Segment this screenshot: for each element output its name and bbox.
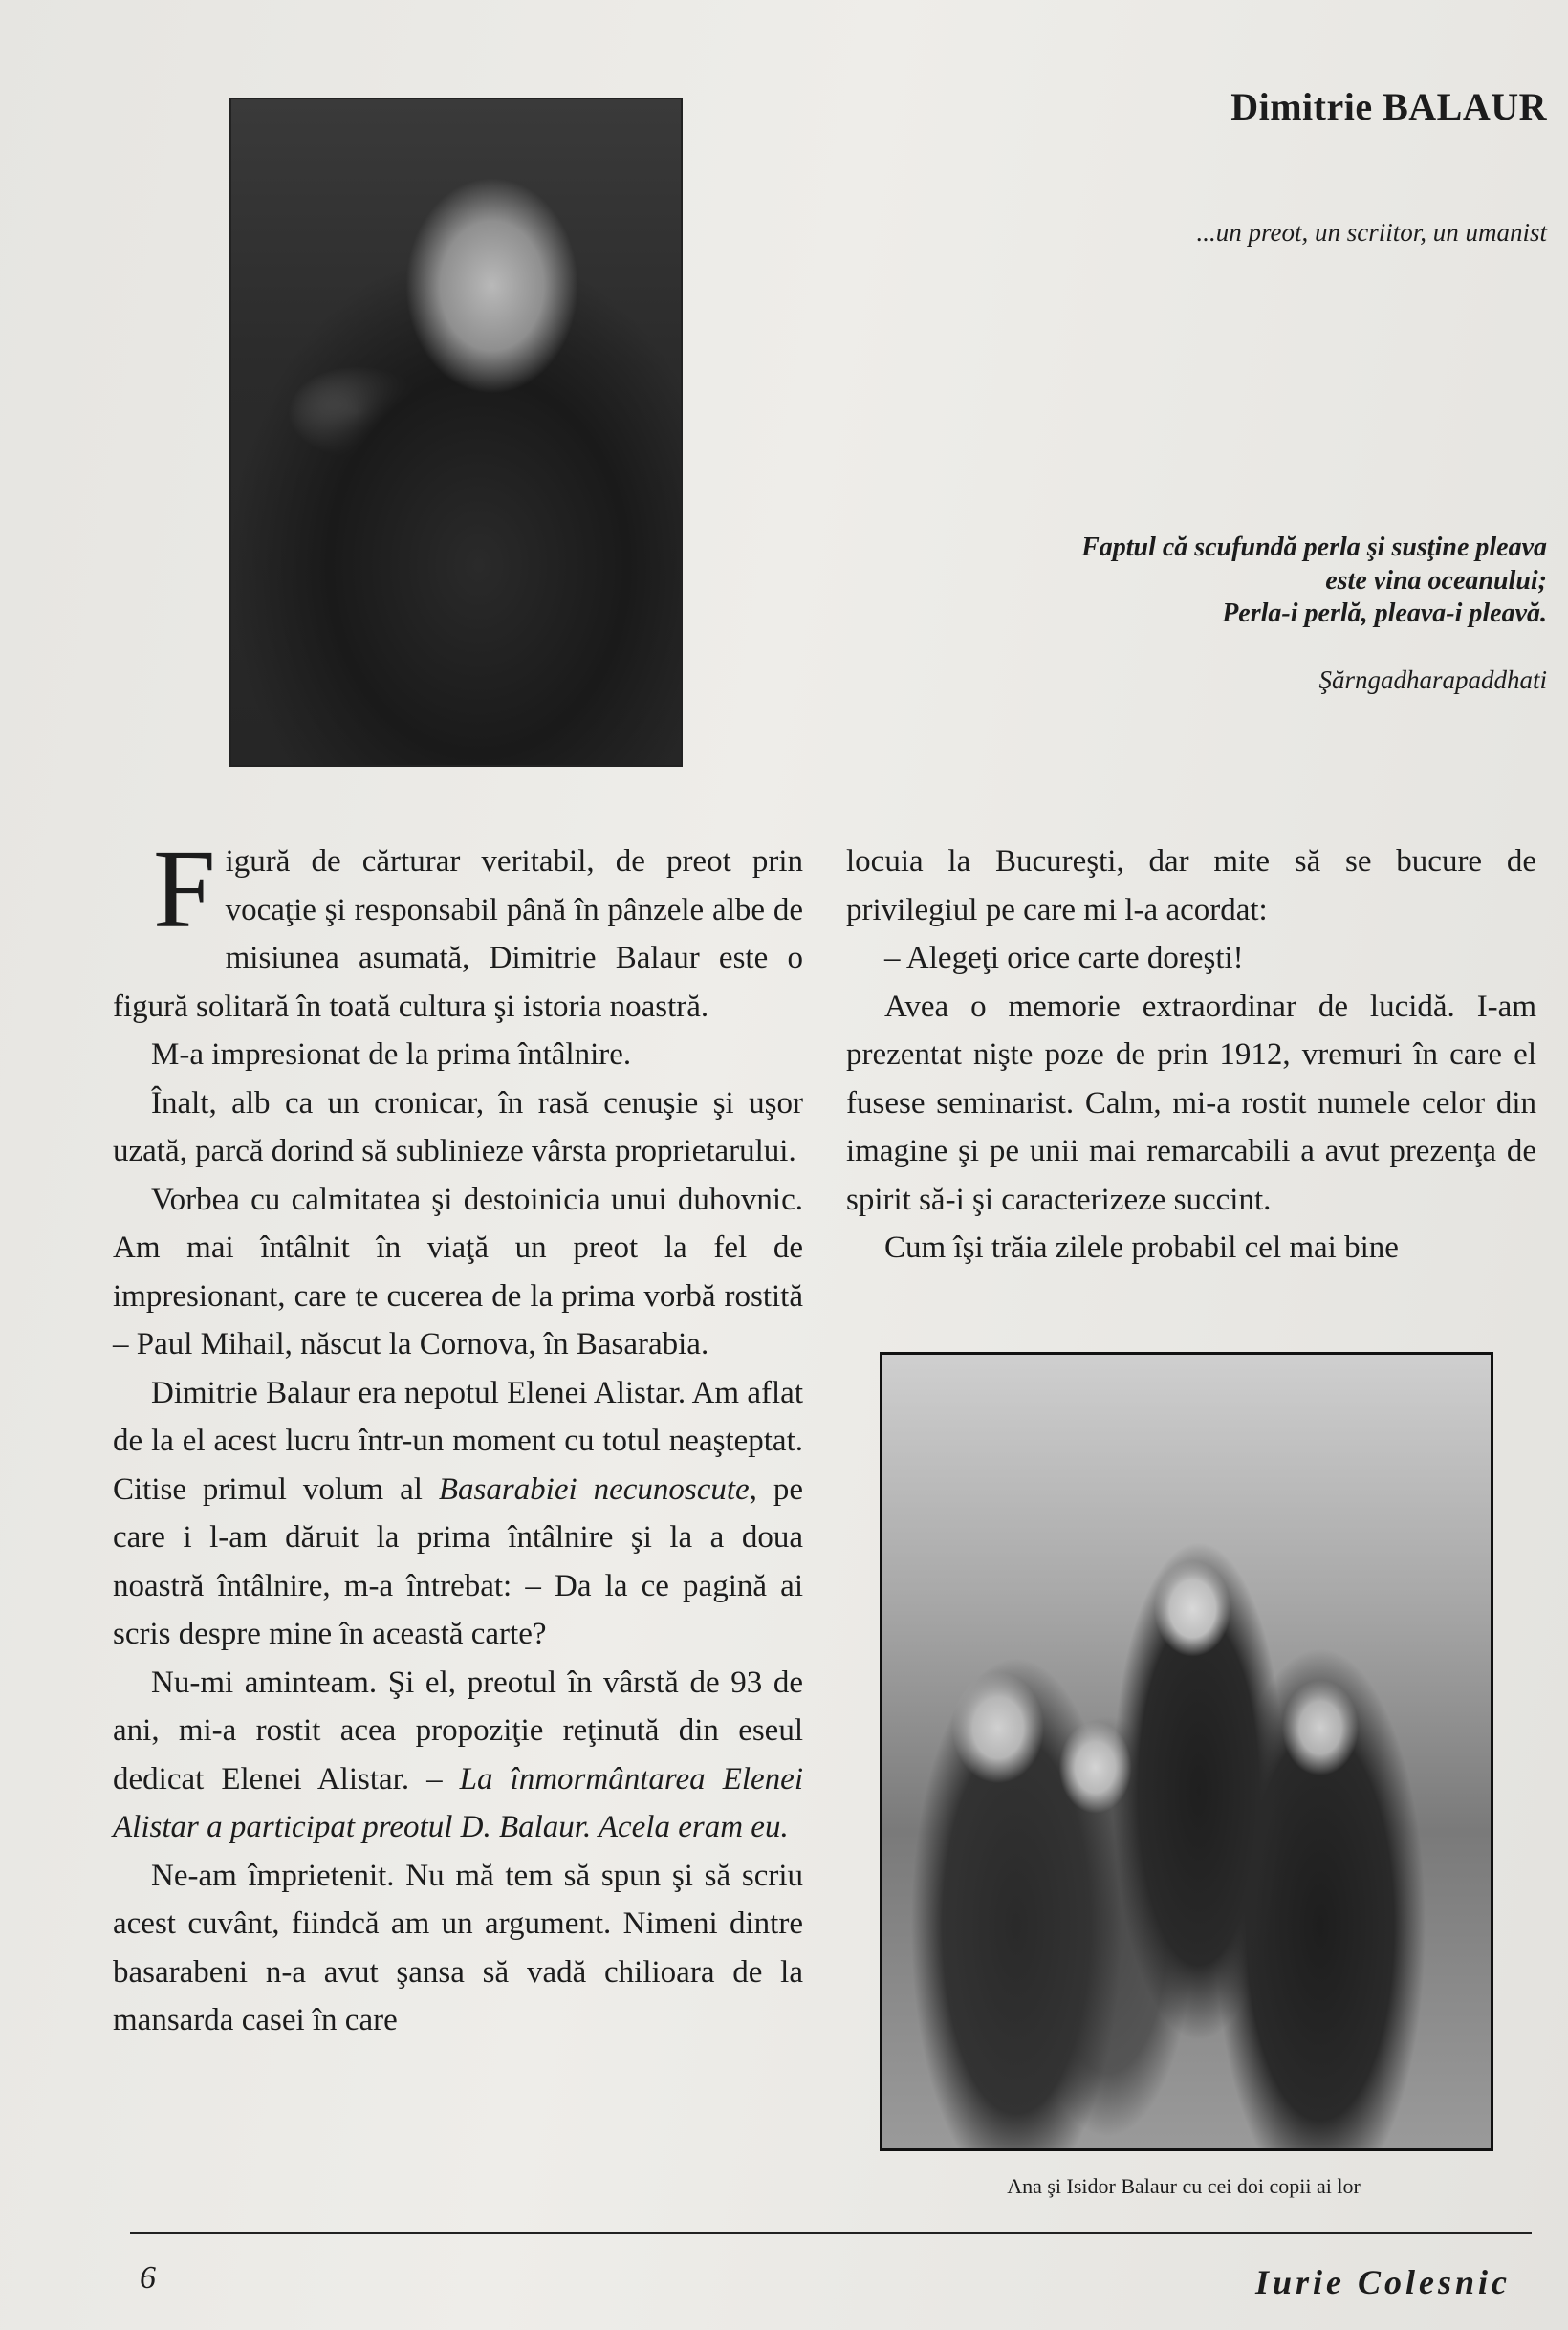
paragraph: Vorbea cu calmitatea şi destoinicia unui duhovnic. Am mai întâlnit în viaţă un preot la fel de impresionant, care te cucerea de la prima vorbă rostită – Paul Mihail, născut la Cornova, în Basarabia. bbox=[113, 1182, 803, 1361]
footer-divider bbox=[130, 2232, 1532, 2234]
quote: – La înmormântarea Elenei Alistar a participat preotul D. Balaur. Acela eram eu. bbox=[113, 1761, 803, 1844]
footer-author: Iurie Colesnic bbox=[1254, 2263, 1511, 2301]
author-name: Dimitrie BALAUR bbox=[1230, 85, 1547, 128]
epigraph bbox=[878, 532, 1547, 631]
paragraph: Ne-am împrietenit. Nu mă tem să spun şi să scriu acest cuvânt, fiindcă am un argument. Nimeni dintre basarabeni n-a avut şansa să vadă chilioara de la mansarda casei în care bbox=[113, 1858, 803, 2037]
paragraph: Cum îşi trăia zilele probabil cel mai bine bbox=[884, 1230, 1399, 1265]
page-number: 6 bbox=[140, 2260, 156, 2296]
epigraph-line: Faptul că scufundă perla şi susţine pleava bbox=[1081, 533, 1547, 562]
portrait-photo bbox=[229, 98, 683, 767]
drop-cap: F bbox=[153, 826, 216, 951]
text-column-right bbox=[846, 838, 1536, 1273]
paragraph: – Alegeţi orice carte doreşti! bbox=[884, 941, 1244, 975]
book-title: Basarabiei necunoscute bbox=[438, 1471, 750, 1507]
epigraph-source: Şărngadharapaddhati bbox=[1318, 665, 1547, 694]
paragraph: Înalt, alb ca un cronicar, în rasă cenuşie şi uşor uzată, parcă dorind să sublinieze vârsta proprietarului. bbox=[113, 1085, 803, 1168]
paragraph: Dimitrie Balaur era nepotul Elenei Alistar. Am aflat de la el acest lucru într-un moment cu totul neaşteptat. Citise primul volum al Basarabiei necunoscute, pe care i l-am dăruit la prima întâlnire şi la a doua noastră întâlnire, m-a întrebat: – Da la ce pagină ai scris despre mine în această carte? bbox=[113, 1375, 803, 1651]
epigraph-line: este vina oceanului; bbox=[1325, 565, 1547, 596]
paragraph: locuia la Bucureşti, dar mite să se bucure de privilegiul pe care mi l-a acordat: bbox=[846, 844, 1536, 927]
family-photo bbox=[880, 1352, 1493, 2151]
author-subtitle: ...un preot, un scriitor, un umanist bbox=[1196, 218, 1547, 247]
photo-caption: Ana şi Isidor Balaur cu cei doi copii ai lor bbox=[1007, 2174, 1361, 2198]
paragraph: Figură de cărturar veritabil, de preot prin vocaţie şi responsabil până în pânzele albe de misiunea asumată, Dimitrie Balaur este o figură solitară în toată cultura şi istoria noastră. bbox=[113, 826, 803, 1024]
epigraph-line: Perla-i perlă, pleava-i pleavă. bbox=[1222, 599, 1547, 629]
paragraph: M-a impresionat de la prima întâlnire. bbox=[151, 1037, 632, 1072]
text-column-left bbox=[113, 826, 803, 2045]
paragraph: Nu-mi aminteam. Şi el, preotul în vârstă de 93 de ani, mi-a rostit acea propoziţie reţinută din eseul dedicat Elenei Alistar. – La înmormântarea Elenei Alistar a participat preotul D. Balaur. Acela eram eu. bbox=[113, 1665, 803, 1844]
paragraph: Avea o memorie extraordinar de lucidă. I-am prezentat nişte poze de prin 1912, vremuri în care el fusese seminarist. Calm, mi-a rostit numele celor din imagine şi pe unii mai remarcabili a avut prezenţa de spirit să-i şi caracterizeze succint. bbox=[846, 989, 1536, 1217]
